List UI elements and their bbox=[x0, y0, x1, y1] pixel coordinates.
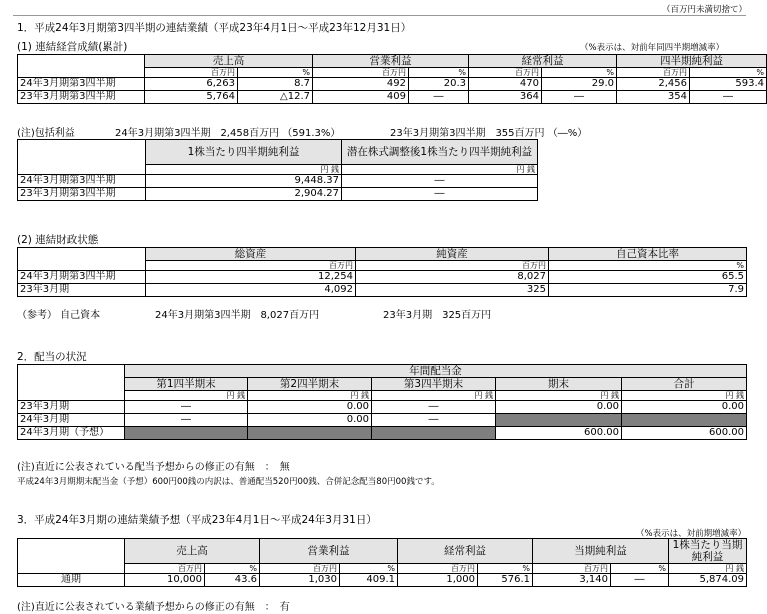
unit-cell: 百万円 bbox=[260, 564, 340, 574]
value-cell: 29.0 bbox=[542, 78, 617, 91]
value-cell: ― bbox=[342, 175, 538, 188]
value-cell: ― bbox=[372, 414, 496, 427]
table-row bbox=[18, 427, 747, 440]
value-cell: 1,000 bbox=[398, 574, 478, 587]
table-row bbox=[18, 284, 747, 297]
unit-cell: 百万円 bbox=[398, 564, 478, 574]
value-cell: ― bbox=[125, 414, 248, 427]
value-cell: 409.1 bbox=[340, 574, 398, 587]
value-cell: ― bbox=[372, 401, 496, 414]
unit-cell: % bbox=[205, 564, 260, 574]
unit-cell: 百万円 bbox=[469, 68, 542, 78]
unit-cell: 百万円 bbox=[533, 564, 611, 574]
unit-cell: % bbox=[549, 261, 747, 271]
shaded-cell bbox=[125, 427, 248, 440]
value-cell: ― bbox=[542, 91, 617, 104]
table-row bbox=[18, 91, 767, 104]
value-cell: 0.00 bbox=[248, 401, 372, 414]
value-cell: ― bbox=[125, 401, 248, 414]
table-row bbox=[18, 175, 538, 188]
unit-cell: 円 銭 bbox=[342, 165, 538, 175]
unit-cell: 百万円 bbox=[145, 68, 238, 78]
eps-table bbox=[17, 139, 538, 201]
value-cell: 600.00 bbox=[622, 427, 747, 440]
col-header-net-income: 当期純利益 bbox=[533, 539, 669, 564]
forecast-note: （%表示は、対前期増減率） bbox=[636, 529, 747, 539]
col-header-q3: 第3四半期末 bbox=[372, 378, 496, 391]
unit-cell: % bbox=[340, 564, 398, 574]
unit-cell: % bbox=[542, 68, 617, 78]
row-label: 24年3月期 bbox=[18, 414, 125, 427]
value-cell: 1,030 bbox=[260, 574, 340, 587]
row-label: 23年3月期 bbox=[18, 401, 125, 414]
value-cell: ― bbox=[342, 188, 538, 201]
value-cell: 6,263 bbox=[145, 78, 238, 91]
sub1-title: (1) 連結経営成績(累計) bbox=[17, 41, 128, 53]
value-cell: ― bbox=[611, 574, 669, 587]
table-row bbox=[18, 188, 538, 201]
unit-cell: % bbox=[238, 68, 313, 78]
col-header-operating-income: 営業利益 bbox=[260, 539, 398, 564]
value-cell: 600.00 bbox=[496, 427, 622, 440]
unit-cell: 百万円 bbox=[617, 68, 690, 78]
unit-note: （百万円未満切捨て） bbox=[662, 5, 748, 15]
unit-cell: 百万円 bbox=[125, 564, 205, 574]
value-cell: 0.00 bbox=[496, 401, 622, 414]
value-cell: 20.3 bbox=[409, 78, 469, 91]
col-header-equity-ratio: 自己資本比率 bbox=[549, 248, 747, 261]
col-header-diluted-eps: 潜在株式調整後1株当たり四半期純利益 bbox=[342, 140, 538, 165]
row-label: 24年3月期第3四半期 bbox=[18, 175, 146, 188]
dividend-breakdown: 平成24年3月期期末配当金（予想）600円00銭の内訳は、普通配当520円00銭、合併記念配当80円00銭です。 bbox=[17, 477, 440, 487]
col-header-eps: 1株当たり当期純利益 bbox=[669, 539, 747, 564]
value-cell: 65.5 bbox=[549, 271, 747, 284]
shaded-cell bbox=[248, 427, 372, 440]
reference-label: （参考） 自己資本 bbox=[17, 310, 101, 321]
col-header-year-end: 期末 bbox=[496, 378, 622, 391]
value-cell: 43.6 bbox=[205, 574, 260, 587]
sub2-title: (2) 連結財政状態 bbox=[17, 234, 99, 246]
value-cell: 12,254 bbox=[146, 271, 356, 284]
col-header-sales: 売上高 bbox=[125, 539, 260, 564]
unit-cell: 円 銭 bbox=[146, 165, 342, 175]
unit-cell: 円 銭 bbox=[372, 391, 496, 401]
value-cell: 576.1 bbox=[478, 574, 533, 587]
table-row bbox=[18, 414, 747, 427]
value-cell: ― bbox=[409, 91, 469, 104]
row-label: 24年3月期（予想） bbox=[18, 427, 125, 440]
value-cell: 7.9 bbox=[549, 284, 747, 297]
value-cell: 9,448.37 bbox=[146, 175, 342, 188]
section1-title: 1．平成24年3月期第3四半期の連結業績（平成23年4月1日～平成23年12月31日） bbox=[17, 22, 412, 34]
table-row bbox=[18, 271, 747, 284]
unit-cell: % bbox=[409, 68, 469, 78]
value-cell: 3,140 bbox=[533, 574, 611, 587]
col-header-operating-income: 営業利益 bbox=[313, 55, 469, 68]
value-cell: 364 bbox=[469, 91, 542, 104]
sub1-note: （%表示は、対前年同四半期増減率） bbox=[580, 43, 725, 53]
col-header-net-assets: 純資産 bbox=[356, 248, 549, 261]
col-header-total-assets: 総資産 bbox=[146, 248, 356, 261]
value-cell: 5,764 bbox=[145, 91, 238, 104]
reference-previous: 23年3月期 325百万円 bbox=[383, 310, 492, 321]
unit-cell: 百万円 bbox=[313, 68, 409, 78]
value-cell: 4,092 bbox=[146, 284, 356, 297]
row-label: 24年3月期第3四半期 bbox=[18, 78, 145, 91]
value-cell: 2,456 bbox=[617, 78, 690, 91]
unit-cell: 百万円 bbox=[146, 261, 356, 271]
value-cell: 354 bbox=[617, 91, 690, 104]
unit-cell: % bbox=[690, 68, 767, 78]
unit-cell: % bbox=[478, 564, 533, 574]
value-cell: 8.7 bbox=[238, 78, 313, 91]
unit-cell: 円 銭 bbox=[669, 564, 747, 574]
dividend-note: (注)直近に公表されている配当予想からの修正の有無 ： 無 bbox=[17, 462, 290, 473]
col-header-ordinary-income: 経常利益 bbox=[398, 539, 533, 564]
operating-results-table bbox=[17, 54, 767, 104]
section3-title: 3．平成24年3月期の連結業績予想（平成23年4月1日～平成24年3月31日） bbox=[17, 514, 377, 526]
forecast-table bbox=[17, 538, 747, 587]
row-label: 通期 bbox=[18, 574, 125, 587]
value-cell: ― bbox=[690, 91, 767, 104]
group-header-annual-dividend: 年間配当金 bbox=[125, 365, 747, 378]
unit-cell: 円 銭 bbox=[496, 391, 622, 401]
value-cell: 2,904.27 bbox=[146, 188, 342, 201]
comprehensive-income-current: 24年3月期第3四半期 2,458百万円 （591.3%） bbox=[115, 128, 341, 139]
col-header-net-income: 四半期純利益 bbox=[617, 55, 767, 68]
dividend-table bbox=[17, 364, 747, 440]
value-cell: 8,027 bbox=[356, 271, 549, 284]
value-cell: 593.4 bbox=[690, 78, 767, 91]
value-cell: △12.7 bbox=[238, 91, 313, 104]
table-row bbox=[18, 574, 747, 587]
unit-cell: 円 銭 bbox=[622, 391, 747, 401]
forecast-footer-note: (注)直近に公表されている業績予想からの修正の有無 ： 有 bbox=[17, 602, 290, 613]
comprehensive-income-label: (注)包括利益 bbox=[17, 128, 75, 139]
col-header-q2: 第2四半期末 bbox=[248, 378, 372, 391]
table-row bbox=[18, 78, 767, 91]
unit-cell: 円 銭 bbox=[248, 391, 372, 401]
row-label: 23年3月期 bbox=[18, 284, 146, 297]
section-divider bbox=[13, 15, 746, 16]
row-label: 23年3月期第3四半期 bbox=[18, 188, 146, 201]
col-header-sales: 売上高 bbox=[145, 55, 313, 68]
unit-cell: 円 銭 bbox=[125, 391, 248, 401]
col-header-total: 合計 bbox=[622, 378, 747, 391]
value-cell: 5,874.09 bbox=[669, 574, 747, 587]
unit-cell: 百万円 bbox=[356, 261, 549, 271]
shaded-cell bbox=[496, 414, 622, 427]
reference-current: 24年3月期第3四半期 8,027百万円 bbox=[155, 310, 320, 321]
unit-cell: % bbox=[611, 564, 669, 574]
value-cell: 0.00 bbox=[622, 401, 747, 414]
value-cell: 10,000 bbox=[125, 574, 205, 587]
value-cell: 325 bbox=[356, 284, 549, 297]
value-cell: 492 bbox=[313, 78, 409, 91]
row-label: 24年3月期第3四半期 bbox=[18, 271, 146, 284]
table-row bbox=[18, 401, 747, 414]
col-header-q1: 第1四半期末 bbox=[125, 378, 248, 391]
section2-title: 2．配当の状況 bbox=[17, 351, 87, 363]
col-header-eps: 1株当たり四半期純利益 bbox=[146, 140, 342, 165]
value-cell: 409 bbox=[313, 91, 409, 104]
shaded-cell bbox=[622, 414, 747, 427]
comprehensive-income-previous: 23年3月期第3四半期 355百万円 （―%） bbox=[390, 128, 588, 139]
col-header-ordinary-income: 経常利益 bbox=[469, 55, 617, 68]
financial-position-table bbox=[17, 247, 747, 297]
value-cell: 470 bbox=[469, 78, 542, 91]
shaded-cell bbox=[372, 427, 496, 440]
value-cell: 0.00 bbox=[248, 414, 372, 427]
row-label: 23年3月期第3四半期 bbox=[18, 91, 145, 104]
